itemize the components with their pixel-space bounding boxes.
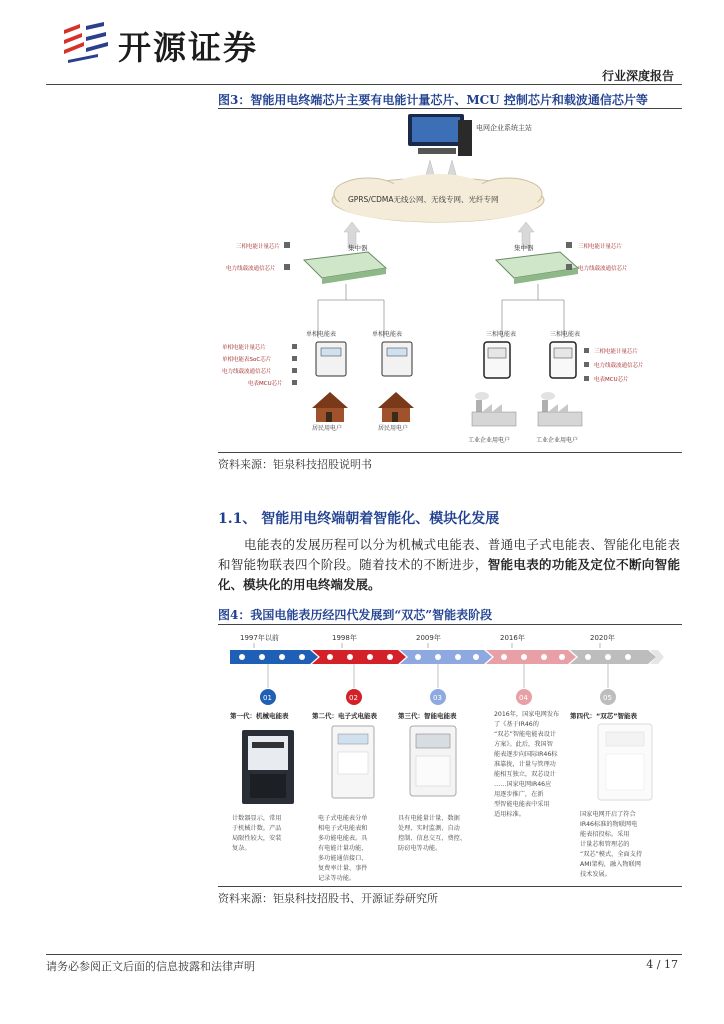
company-logo [58,20,114,64]
right-chip-2: 电力线载波通信芯片 [578,266,628,272]
arrow-down-icon [344,222,534,248]
concentrator-left-label: 集中器 [348,244,368,252]
three-phase-meter-icon [550,342,576,378]
stage4-desc-8: ……国家电网IR46应 [494,781,552,788]
sp-chip-3: 电力线载波通信芯片 [222,369,272,375]
smart-meter-icon [410,726,456,796]
stage4-desc-9: 用逐步推广，在新 [494,791,544,798]
stage-name-1: 第一代：机械电能表 [230,712,289,720]
meter-label-3: 三相电能表 [486,331,517,338]
tp-chip-3: 电表MCU芯片 [594,377,629,383]
stage4-desc-7: 能相互独立，双芯设计 [494,771,556,778]
stage3-desc-1: 具有电能量计量、数据 [398,815,460,822]
figure3-top-rule [218,108,682,109]
meter-label-1: 单相电能表 [306,331,337,338]
figure4-source: 资料来源：钜泉科技招股书、开源证券研究所 [218,892,438,905]
electronic-meter-icon [332,726,374,798]
stage1-desc-3: 局限性较大，安装 [232,835,282,842]
stage5-desc-1: 国家电网开启了符合 [580,811,636,818]
stage-name-3: 第三代：智能电能表 [398,712,457,720]
stage5-desc-5: “双芯”模式，全面支持 [580,851,643,858]
report-type: 行业深度报告 [601,69,674,83]
mechanical-meter-icon [242,730,294,804]
stage4-desc-1: 2016年，国家电网发布 [494,711,560,718]
section-title: 1.1、 智能用电终端朝着智能化、模块化发展 [218,511,500,527]
dual-core-meter-icon [598,724,652,800]
concentrator-right-icon [496,252,578,284]
footer-disclaimer: 请务必参阅正文后面的信息披露和法律声明 [46,960,255,973]
house-icon [312,392,348,422]
stage3-desc-3: 控制、信息交互、费控、 [398,835,467,842]
stage1-desc-4: 复杂。 [232,845,251,852]
company-name: 开源证券 [118,28,258,67]
stage-name-2: 第二代：电子式电能表 [312,712,377,720]
year-label-3: 2009年 [416,634,441,642]
stage-num-1: 01 [263,694,272,702]
meter-label-4: 三相电能表 [550,331,581,338]
left-chip-1: 三相电能计量芯片 [236,244,281,250]
stage1-desc-1: 计数器显示，常用 [232,815,282,822]
stage2-desc-6: 复费率计量、事件 [318,865,368,872]
stage5-desc-6: AMI架构，融入物联网 [580,861,641,868]
computer-icon [408,114,472,156]
left-chip-2: 电力线载波通信芯片 [226,266,276,272]
stage5-desc-4: 计量芯和管理芯的 [580,841,630,848]
figure4-bottom-rule [218,886,682,887]
stage4-desc-4: 方案》。此后，我国智 [494,741,553,748]
paragraph-bold-text: 智能电表的功能及定位不断向智能化、模块化的用电终端发展。 [218,557,680,592]
page-number: 4 / 17 [646,958,678,971]
stage4-desc-10: 型智能电能表中采用 [494,801,550,808]
stage3-desc-2: 处理、实时监测、自动 [398,825,460,832]
stage1-desc-2: 于机械计数。产品 [232,825,282,832]
single-phase-meter-icon [316,342,346,376]
stage-name-5: 第四代：“双芯”智能表 [570,712,638,720]
user-label-2: 居民用电户 [378,425,409,432]
right-chip-1: 三相电能计量芯片 [578,244,623,250]
stage5-desc-2: IR46标准的物联网电 [580,821,638,828]
concentrator-right-label: 集中器 [514,244,534,252]
stage4-desc-6: 准靠拢，计量与管理功 [494,761,556,768]
section-paragraph [218,535,680,595]
stage-num-3: 03 [433,694,442,702]
stage2-desc-2: 相电子式电能表和 [318,825,368,832]
stage4-desc-3: “双芯”智能电能表设计 [494,731,557,738]
figure3-bottom-rule [218,452,682,453]
timeline-segment-5 [570,650,656,664]
sp-chip-2: 单相电能表SoC芯片 [222,357,272,363]
stage5-desc-3: 能表招投标。采用 [580,831,630,838]
house-icon [378,392,414,422]
concentrator-left-icon [304,252,386,284]
tp-chip-1: 三相电能计量芯片 [594,349,639,355]
meter-label-2: 单相电能表 [372,331,403,338]
figure4-top-rule [218,624,682,625]
figure3-title: 图3：智能用电终端芯片主要有电能计量芯片、MCU 控制芯片和载波通信芯片等 [218,93,648,107]
single-phase-meter-icon [382,342,412,376]
figure3-source: 资料来源：钜泉科技招股说明书 [218,458,372,471]
network-label: GPRS/CDMA无线公网、无线专网、光纤专网 [348,195,499,204]
sp-chip-4: 电表MCU芯片 [248,381,283,387]
user-label-3: 工业企业用电户 [468,437,511,444]
stage4-desc-5: 能表逐步向国际IR46标 [494,751,558,758]
factory-icon [472,392,516,426]
year-label-5: 2020年 [590,634,615,642]
year-label-1: 1997年以前 [240,634,279,642]
stage2-desc-1: 电子式电能表分单 [318,815,368,822]
stage-num-2: 02 [349,694,358,702]
header-rule [46,84,682,85]
user-label-4: 工业企业用电户 [536,437,579,444]
figure4-timeline [218,626,682,884]
stage4-desc-2: 了《基于IR46的 [494,721,539,728]
stage3-desc-4: 防窃电等功能。 [398,845,442,852]
year-label-4: 2016年 [500,634,525,642]
user-label-1: 居民用电户 [312,425,343,432]
stage5-desc-7: 技术发展。 [580,871,611,878]
paragraph-text: 电能表的发展历程可以分为机械式电能表、普通电子式电能表、智能化电能表和智能物联表四个阶段。随着技术的不断进步， [218,537,680,572]
footer-rule [46,954,682,955]
factory-icon [538,392,582,426]
three-phase-meter-icon [484,342,510,378]
stage2-desc-7: 记录等功能。 [318,875,356,882]
stage2-desc-4: 有电能计量功能、 [318,845,368,852]
figure3-diagram [218,110,682,450]
year-label-2: 1998年 [332,634,357,642]
stage-num-4: 04 [519,694,528,702]
stage2-desc-5: 多功能通信接口、 [318,855,368,862]
stage-num-5: 05 [603,694,612,702]
master-station-label: 电网企业系统主站 [476,124,532,132]
sp-chip-1: 单相电能计量芯片 [222,345,267,351]
stage2-desc-3: 多功能电能表。具 [318,835,368,842]
figure4-title: 图4：我国电能表历经四代发展到“双芯”智能表阶段 [218,608,493,622]
tp-chip-2: 电力线载波通信芯片 [594,363,644,369]
stage4-desc-11: 适用标准。 [494,811,525,818]
